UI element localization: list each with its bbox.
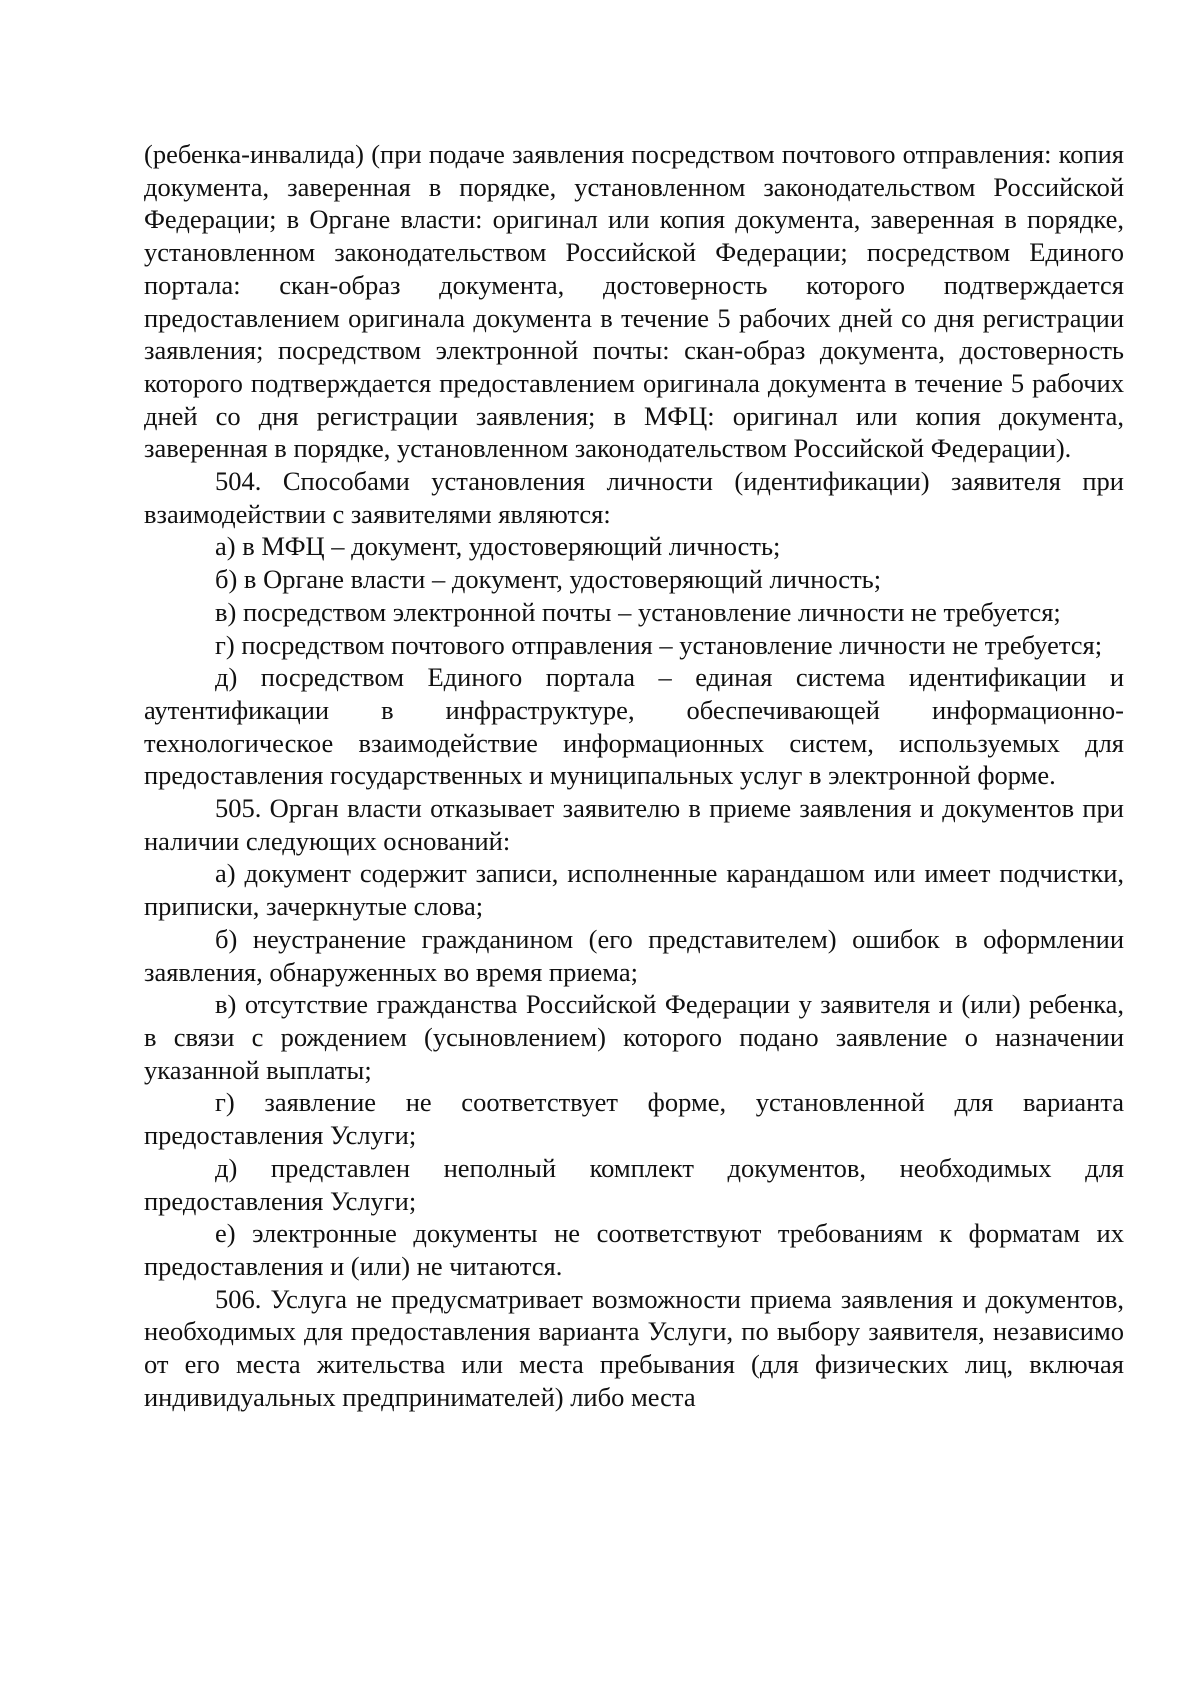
- list-item-505-v: в) отсутствие гражданства Российской Федерации у заявителя и (или) ребенка, в связи с рождением (усыновлением) которого подано заявление о назначении указанной выплаты;: [144, 989, 1124, 1085]
- paragraph-505: 505. Орган власти отказывает заявителю в приеме заявления и документов при наличии следующих оснований:: [144, 793, 1124, 856]
- list-item-505-a: а) документ содержит записи, исполненные карандашом или имеет подчистки, приписки, зачеркнутые слова;: [144, 858, 1124, 922]
- list-item-504-v: в) посредством электронной почты – установление личности не требуется;: [215, 596, 1061, 627]
- paragraph-504: 504. Способами установления личности (идентификации) заявителя при взаимодействии с заявителями являются:: [144, 466, 1124, 529]
- list-item-504-b: б) в Органе власти – документ, удостоверяющий личность;: [215, 564, 882, 595]
- document-page: [144, 138, 1124, 1413]
- paragraph-506: 506. Услуга не предусматривает возможности приема заявления и документов, необходимых для предоставления варианта Услуги, по выбору заявителя, независимо от его места жительства или места пребывания (для физических лиц, включая индивидуальных предпринимателей) либо места: [144, 1283, 1124, 1412]
- list-item-504-d: д) посредством Единого портала – единая система идентификации и аутентификации в инфраструктуре, обеспечивающей информационно-технологическое взаимодействие информационных систем, используемых для предоставления государственных и муниципальных услуг в электронной форме.: [144, 662, 1124, 791]
- paragraph-continuation: (ребенка-инвалида) (при подаче заявления посредством почтового отправления: копия документа, заверенная в порядке, установленном законодательством Российской Федерации; в Органе власти: оригинал или копия документа, заверенная в порядке, установленном законодательством Российской Федерации; посредством Единого портала: скан-образ документа, достоверность которого подтверждается предоставлением оригинала документа в течение 5 рабочих дней со дня регистрации заявления; посредством электронной почты: скан-образ документа, достоверность которого подтверждается предоставлением оригинала документа в течение 5 рабочих дней со дня регистрации заявления; в МФЦ: оригинал или копия документа, заверенная в порядке, установленном законодательством Российской Федерации).: [144, 139, 1124, 464]
- list-item-505-g: г) заявление не соответствует форме, установленной для варианта предоставления Услуги;: [144, 1087, 1124, 1151]
- list-item-505-d: д) представлен неполный комплект документов, необходимых для предоставления Услуги;: [144, 1152, 1124, 1216]
- list-item-505-b: б) неустранение гражданином (его представителем) ошибок в оформлении заявления, обнаруженных во время приема;: [144, 923, 1124, 987]
- list-item-504-a: а) в МФЦ – документ, удостоверяющий личность;: [215, 531, 781, 562]
- list-item-504-g: г) посредством почтового отправления – установление личности не требуется;: [215, 629, 1103, 660]
- list-item-505-e: е) электронные документы не соответствуют требованиям к форматам их предоставления и (или) не читаются.: [144, 1218, 1124, 1281]
